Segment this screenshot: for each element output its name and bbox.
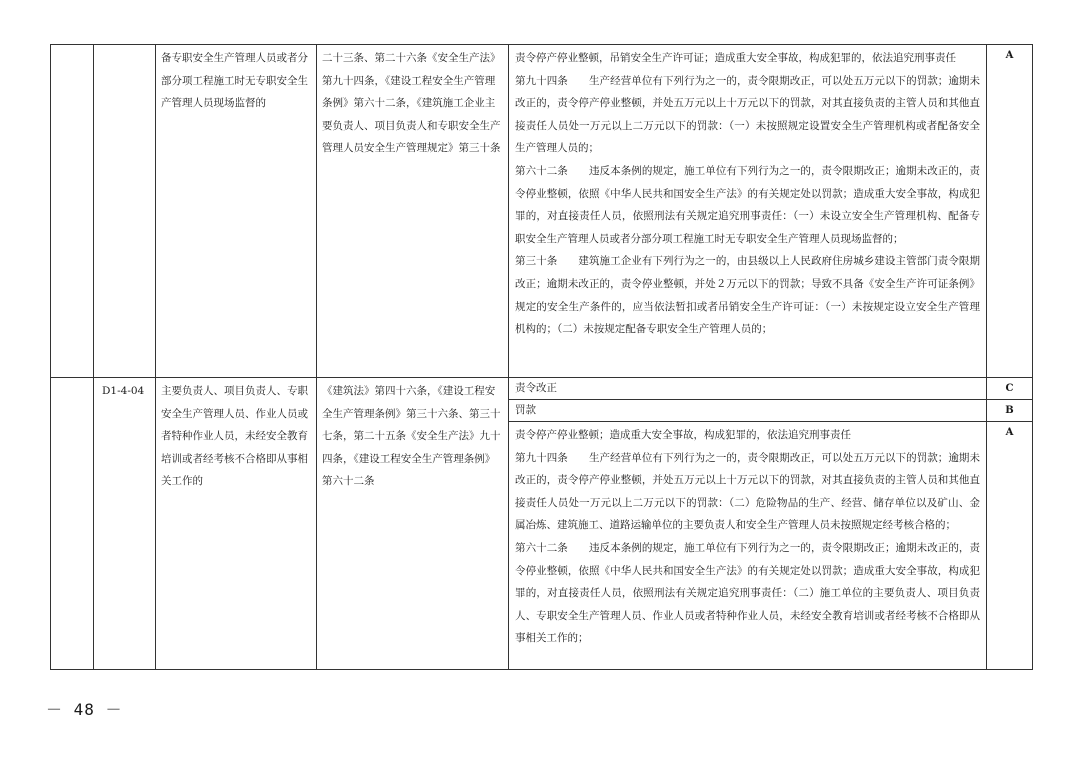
behavior-cell: 备专职安全生产管理人员或者分部分项工程施工时无专职安全生产管理人员现场监督的 (156, 45, 317, 378)
penalty-cell: 责令改正 (509, 378, 987, 400)
penalty-cell (509, 45, 987, 378)
code-cell: D1-4-04 (94, 378, 156, 670)
code-cell (94, 45, 156, 378)
penalty-paragraph: 责令停产停业整顿；造成重大安全事故，构成犯罪的，依法追究刑事责任 (515, 429, 851, 441)
blank-cell (51, 378, 94, 670)
table-row (51, 378, 1033, 400)
table-row (51, 45, 1033, 378)
penalty-paragraph: 第九十四条 生产经营单位有下列行为之一的，责令限期改正，可以处五万元以下的罚款；逾期未改正的，责令停产停业整顿，并处五万元以上十万元以下的罚款，对其直接负责的主管人员和其他直接责任人员处一万元以上二万元以下的罚款：（二）危险物品的生产、经营、储存单位以及矿山、金属冶炼、建筑施工、道路运输单位的主要负责人和安全生产管理人员未按照规定经考核合格的； (515, 451, 980, 532)
penalty-cell: 罚款 (509, 400, 987, 422)
grade-cell: B (987, 400, 1033, 422)
blank-cell (51, 45, 94, 378)
basis-cell: 《建筑法》第四十六条，《建设工程安全生产管理条例》第三十六条、第三十七条，第二十五条《安全生产法》九十四条，《建设工程安全生产管理条例》第六十二条 (317, 378, 509, 670)
penalty-paragraph: 第六十二条 违反本条例的规定，施工单位有下列行为之一的，责令限期改正；逾期未改正的，责令停业整顿，依照《中华人民共和国安全生产法》的有关规定处以罚款；造成重大安全事故，构成犯罪的，对直接责任人员，依照刑法有关规定追究刑事责任：（一）未设立安全生产管理机构、配备专职安全生产管理人员或者分部分项工程施工时无专职安全生产管理人员现场监督的； (515, 164, 980, 245)
penalty-paragraph: 第九十四条 生产经营单位有下列行为之一的，责令限期改正，可以处五万元以下的罚款；逾期未改正的，责令停产停业整顿，并处五万元以上十万元以下的罚款，对其直接负责的主管人员和其他直接责任人员处一万元以上二万元以下的罚款：（一）未按照规定设置安全生产管理机构或者配备安全生产管理人员的； (515, 74, 980, 155)
behavior-cell: 主要负责人、项目负责人、专职安全生产管理人员、作业人员或者特种作业人员，未经安全教育培训或者经考核不合格即从事相关工作的 (156, 378, 317, 670)
penalty-paragraph: 第三十条 建筑施工企业有下列行为之一的，由县级以上人民政府住房城乡建设主管部门责令限期改正；逾期未改正的，责令停业整顿，并处２万元以下的罚款；导致不具备《安全生产许可证条例》规定的安全生产条件的，应当依法暂扣或者吊销安全生产许可证：（一）未按规定设立安全生产管理机构的；（二）未按规定配备专职安全生产管理人员的； (515, 255, 980, 336)
basis-cell: 二十三条、第二十六条《安全生产法》第九十四条，《建设工程安全生产管理条例》第六十二条，《建筑施工企业主要负责人、项目负责人和专职安全生产管理人员安全生产管理规定》第三十条 (317, 45, 509, 378)
penalty-cell (509, 422, 987, 670)
penalty-paragraph: 责令停产停业整顿，吊销安全生产许可证；造成重大安全事故，构成犯罪的，依法追究刑事责任 (515, 52, 956, 64)
page-number: － 48 － (46, 700, 123, 719)
penalty-paragraph: 第六十二条 违反本条例的规定，施工单位有下列行为之一的，责令限期改正；逾期未改正的，责令停业整顿，依照《中华人民共和国安全生产法》的有关规定处以罚款；造成重大安全事故，构成犯罪的，对直接责任人员，依照刑法有关规定追究刑事责任：（二）施工单位的主要负责人、项目负责人、专职安全生产管理人员、作业人员或者特种作业人员，未经安全教育培训或者经考核不合格即从事相关工作的； (515, 541, 980, 645)
grade-cell: C (987, 378, 1033, 400)
penalty-standards-table (50, 44, 1033, 670)
grade-cell: A (987, 45, 1033, 378)
grade-cell: A (987, 422, 1033, 670)
